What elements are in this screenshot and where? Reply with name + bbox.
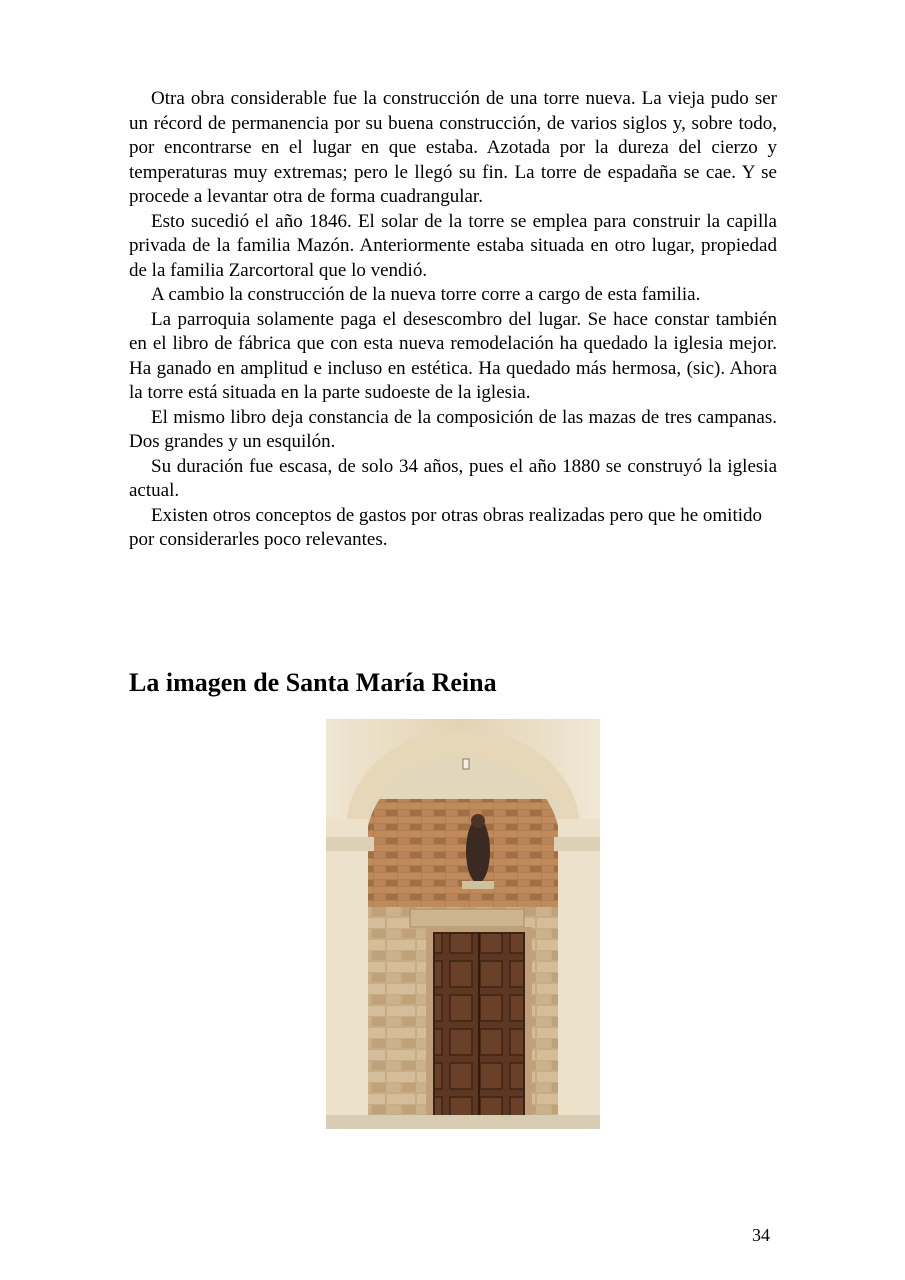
body-text (129, 87, 777, 553)
brick-wall (366, 799, 560, 909)
paragraph-ano-1846: Esto sucedió el año 1846. El solar de la torre se emplea para construir la capilla privada de la familia Mazón. Anteriormente estaba situada en otro lugar, propiedad de la familia Zarcortoral que lo vendió. (129, 210, 777, 281)
left-pillar (326, 819, 368, 1129)
right-pillar (558, 819, 600, 1129)
paragraph-parroquia: La parroquia solamente paga el desescombro del lugar. Se hace constar también en el libro de fábrica que con esta nueva remodelación ha quedado la iglesia mejor. Ha ganado en amplitud e incluso en estética. Ha quedado más hermosa, (sic). Ahora la torre está situada en la parte sudoeste de la iglesia. (129, 308, 777, 403)
paragraph-duracion: Su duración fue escasa, de solo 34 años, pues el año 1880 se construyó la iglesia actual. (129, 455, 777, 501)
paragraph-torre-nueva: Otra obra considerable fue la construcción de una torre nueva. La vieja pudo ser un récord de permanencia por su buena construcción, de varios siglos y, sobre todo, por encontrarse en el lugar en que estaba. Azotada por la dureza del cierzo y temperaturas muy extremas; pero le llegó su fin. La torre de espadaña se cae. Y se procede a levantar otra de forma cuadrangular. (129, 88, 777, 207)
paragraph-otros-conceptos: Existen otros conceptos de gastos por otras obras realizadas pero que he omitido por considerarles poco relevantes. (129, 504, 762, 550)
church-portal-photo (326, 719, 600, 1129)
paragraph-mismo-libro: El mismo libro deja constancia de la composición de las mazas de tres campanas. Dos grandes y un esquilón. (129, 406, 777, 452)
virgin-statue (466, 819, 490, 883)
section-heading: La imagen de Santa María Reina (129, 668, 497, 697)
page-number: 34 (752, 1225, 770, 1245)
paragraph-a-cambio: A cambio la construcción de la nueva torre corre a cargo de esta familia. (151, 284, 701, 305)
